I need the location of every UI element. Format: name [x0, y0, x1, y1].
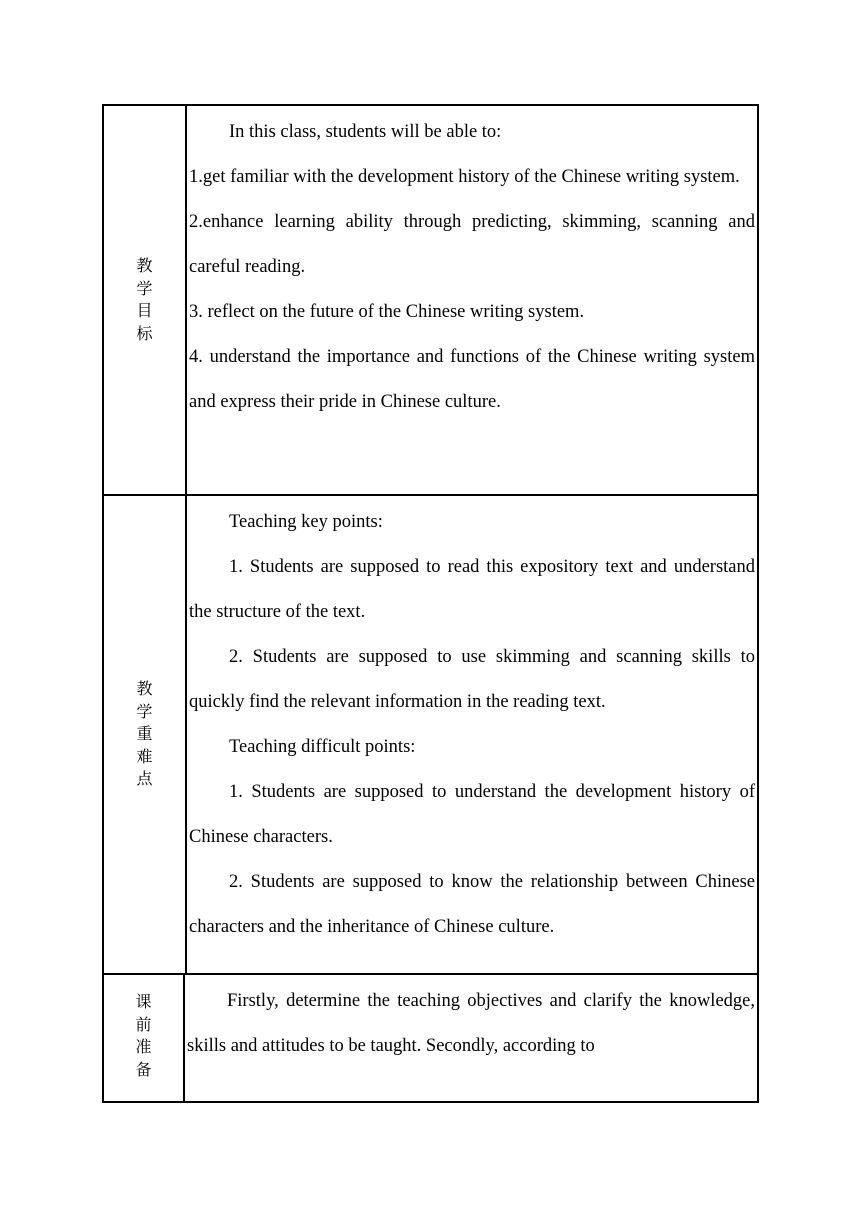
row-label: 课前准备: [135, 992, 152, 1079]
paragraph: Teaching key points:: [229, 512, 383, 532]
paragraph: Teaching difficult points:: [229, 737, 416, 757]
table-row-key-difficult-points: [104, 496, 757, 975]
paragraph: 1. Students are supposed to read this expository text and understand the structure of the text.: [189, 557, 755, 622]
paragraph: 2. Students are supposed to use skimming and scanning skills to quickly find the relevant information in the reading text.: [189, 647, 755, 712]
paragraph: In this class, students will be able to:: [229, 122, 502, 142]
row-label-cell: [104, 106, 187, 494]
row-content: [185, 975, 757, 1101]
paragraph: 1.get familiar with the development history of the Chinese writing system.: [189, 167, 740, 187]
row-label-cell: [104, 975, 185, 1101]
row-label: 教学重难点: [136, 679, 153, 789]
row-label-cell: [104, 496, 187, 973]
row-content: [187, 496, 757, 973]
paragraph: 3. reflect on the future of the Chinese writing system.: [189, 302, 585, 322]
lesson-plan-table: [102, 104, 759, 1103]
row-label: 教学目标: [136, 256, 153, 343]
paragraph: Firstly, determine the teaching objectives and clarify the knowledge, skills and attitudes to be taught. Secondly, according to: [187, 991, 755, 1056]
row-content: [187, 106, 757, 494]
paragraph: 1. Students are supposed to understand the development history of Chinese characters.: [189, 782, 755, 847]
table-row-teaching-objectives: [104, 106, 757, 496]
paragraph: 2.enhance learning ability through predicting, skimming, scanning and careful reading.: [189, 212, 755, 277]
paragraph: 4. understand the importance and functions of the Chinese writing system and express their pride in Chinese culture.: [189, 347, 755, 412]
table-row-preparation: [104, 975, 757, 1101]
paragraph: 2. Students are supposed to know the relationship between Chinese characters and the inheritance of Chinese culture.: [189, 872, 755, 937]
